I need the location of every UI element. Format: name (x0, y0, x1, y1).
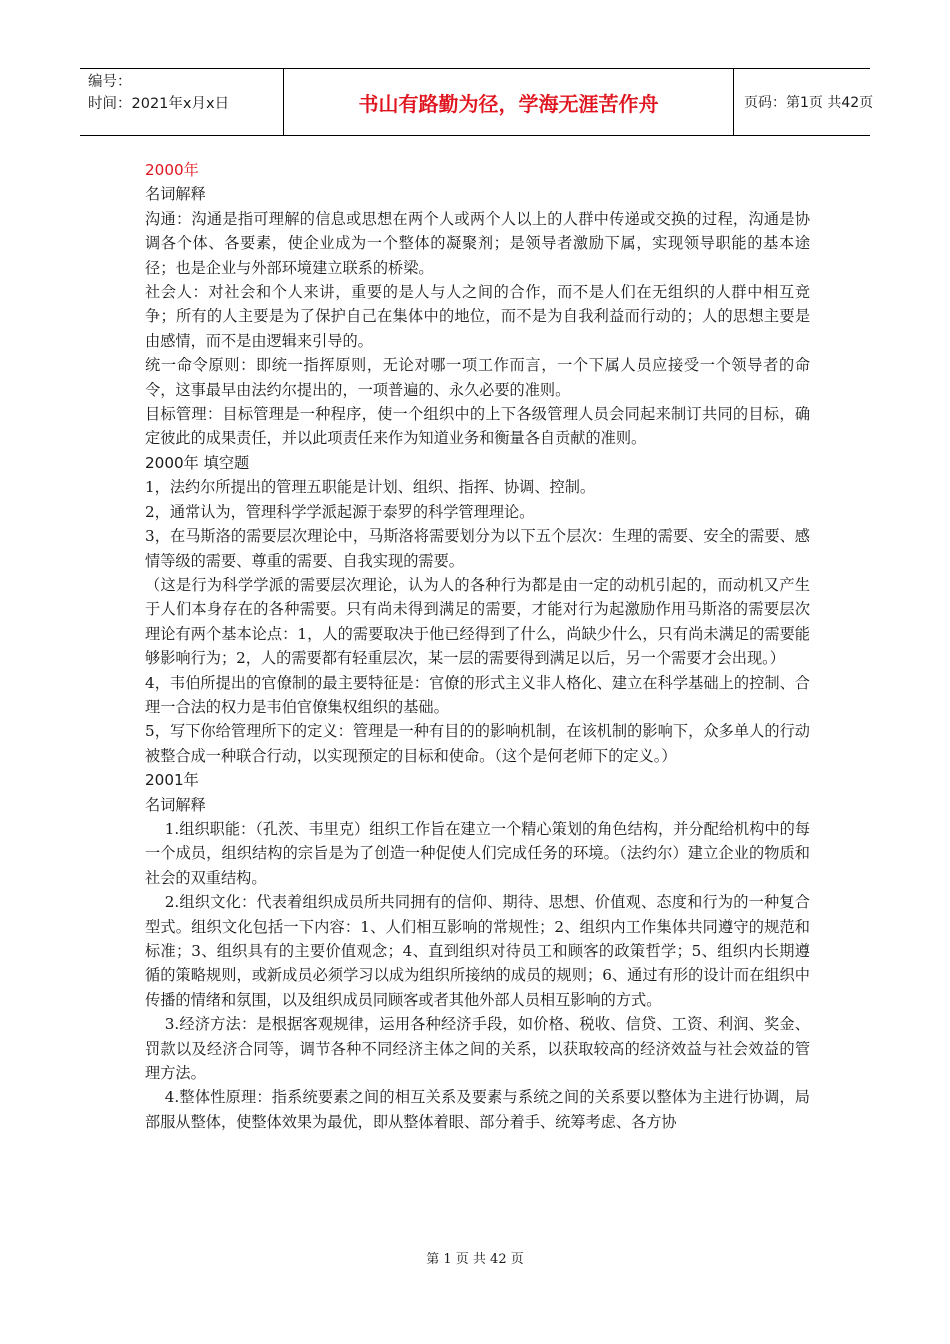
header-page-info: 页码：第1页 共42页 (744, 95, 874, 111)
subheading-terms: 名词解释 (145, 185, 206, 204)
document-body (145, 158, 810, 1134)
header-meta (80, 69, 284, 135)
time-label: 时间：2021年x月x日 (88, 96, 230, 112)
paragraph: 5，写下你给管理所下的定义：管理是一种有目的的影响机制，在该机制的影响下，众多单人的行动被整合成一种联合行动，以实现预定的目标和使命。（这个是何老师下的定义。） (145, 722, 810, 765)
paragraph: （这是行为科学学派的需要层次理论，认为人的各种行为都是由一定的动机引起的，而动机又产生于人们本身存在的各种需要。只有尚未得到满足的需要，才能对行为起激励作用马斯洛的需要层次理论有两个基本论点：1，人的需要取决于他已经得到了什么，尚缺少什么，只有尚未满足的需要能够影响行为；2，人的需要都有轻重层次，某一层的需要得到满足以后，另一个需要才会出现。） (145, 575, 810, 668)
paragraph: 3.经济方法：是根据客观规律，运用各种经济手段，如价格、税收、信贷、工资、利润、奖金、罚款以及经济合同等，调节各种不同经济主体之间的关系，以获取较高的经济效益与社会效益的管理方法。 (145, 1015, 810, 1083)
header-motto: 书山有路勤为径，学海无涯苦作舟 (284, 69, 734, 135)
page-header (80, 68, 874, 136)
paragraph: 统一命令原则：即统一指挥原则，无论对哪一项工作而言，一个下属人员应接受一个领导者的命令，这事最早由法约尔提出的，一项普遍的、永久必要的准则。 (145, 356, 810, 399)
paragraph: 3，在马斯洛的需要层次理论中，马斯洛将需要划分为以下五个层次：生理的需要、安全的需要、感情等级的需要、尊重的需要、自我实现的需要。 (145, 527, 810, 570)
paragraph: 4，韦伯所提出的官僚制的最主要特征是：官僚的形式主义非人格化、建立在科学基础上的控制、合理一合法的权力是韦伯官僚集权组织的基础。 (145, 673, 810, 716)
paragraph: 1.组织职能：（孔茨、韦里克）组织工作旨在建立一个精心策划的角色结构，并分配给机构中的每一个成员，组织结构的宗旨是为了创造一种促使人们完成任务的环境。（法约尔）建立企业的物质和社会的双重结构。 (145, 819, 810, 887)
paragraph: 1，法约尔所提出的管理五职能是计划、组织、指挥、协调、控制。 (145, 478, 596, 497)
paragraph: 社会人：对社会和个人来讲，重要的是人与人之间的合作，而不是人们在无组织的人群中相互竞争；所有的人主要是为了保护自己在集体中的地位，而不是为自我利益而行动的；人的思想主要是由感情，而不是由逻辑来引导的。 (145, 283, 810, 350)
paragraph: 4.整体性原理：指系统要素之间的相互关系及要素与系统之间的关系要以整体为主进行协调，局部服从整体，使整体效果为最优，即从整体着眼、部分着手、统筹考虑、各方协 (145, 1088, 810, 1131)
paragraph: 沟通：沟通是指可理解的信息或思想在两个人或两个人以上的人群中传递或交换的过程，沟通是协调各个体、各要素，使企业成为一个整体的凝聚剂；是领导者激励下属，实现领导职能的基本途径；也是企业与外部环境建立联系的桥梁。 (145, 209, 810, 277)
section-heading-2001: 2001年 (145, 771, 199, 790)
subheading-terms: 名词解释 (145, 795, 206, 814)
paragraph: 2，通常认为，管理科学学派起源于泰罗的科学管理理论。 (145, 502, 535, 521)
subheading-fill-blanks: 2000年 填空题 (145, 453, 250, 472)
number-label: 编号： (88, 74, 132, 90)
paragraph: 2.组织文化：代表着组织成员所共同拥有的信仰、期待、思想、价值观、态度和行为的一种复合型式。组织文化包括一下内容：1、人们相互影响的常规性；2、组织内工作集体共同遵守的规范和标准；3、组织具有的主要价值观念；4、直到组织对待员工和顾客的政策哲学；5、组织内长期遵循的策略规则，或新成员必须学习以成为组织所接纳的成员的规则；6、通过有形的设计而在组织中传播的情绪和氛围，以及组织成员同顾客或者其他外部人员相互影响的方式。 (145, 893, 810, 1009)
page-footer: 第 1 页 共 42 页 (426, 1252, 524, 1267)
section-heading-2000: 2000年 (145, 161, 199, 179)
paragraph: 目标管理：目标管理是一种程序，使一个组织中的上下各级管理人员会同起来制订共同的目标，确定彼此的成果责任，并以此项责任来作为知道业务和衡量各自贡献的准则。 (145, 405, 810, 448)
